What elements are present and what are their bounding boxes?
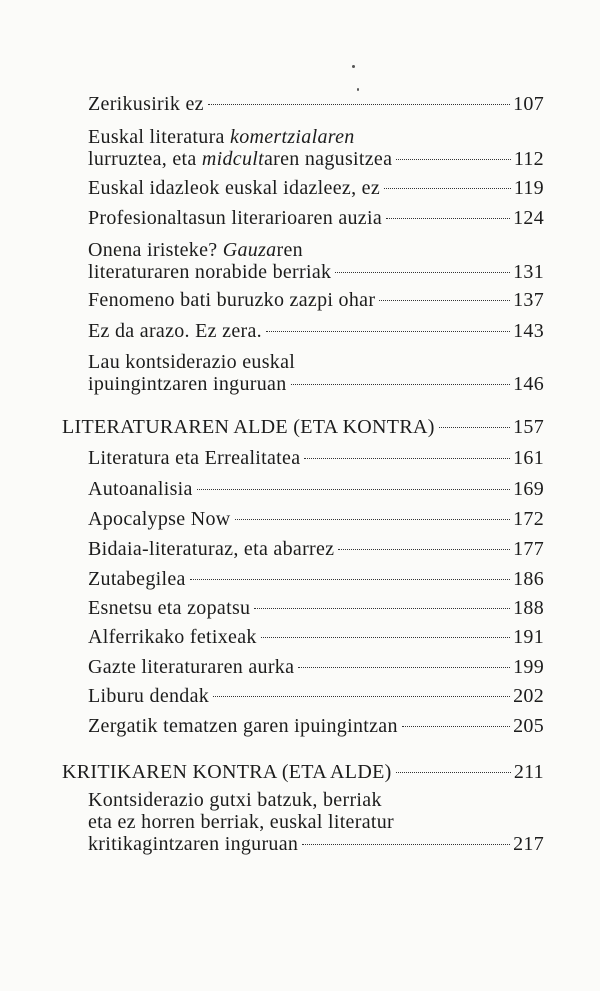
dot-leader: [208, 104, 510, 105]
page-number: 169: [513, 478, 544, 500]
toc-entry[interactable]: [88, 568, 544, 590]
page-number: 188: [513, 597, 544, 619]
entry-title: kritikagintzaren inguruan: [88, 833, 299, 855]
toc-entry-last-line: [88, 626, 544, 648]
title-part: Kontsiderazio gutxi batzuk, berriak: [88, 789, 382, 811]
toc-entry[interactable]: [88, 93, 544, 115]
italic-title-part: midcult: [201, 148, 264, 170]
toc-entry-last-line: [88, 508, 544, 530]
page-number: 119: [513, 177, 544, 199]
dot-leader: [298, 667, 510, 668]
toc-entry-last-line: [88, 261, 544, 283]
toc-entry[interactable]: [88, 177, 544, 199]
toc-entry[interactable]: [88, 447, 544, 469]
dot-leader: [335, 272, 510, 273]
toc-entry-last-line: [88, 447, 544, 469]
toc-section[interactable]: [62, 761, 544, 783]
dot-leader: [386, 218, 510, 219]
entry-title: Profesionaltasun literarioaren auzia: [88, 207, 383, 229]
toc-entry[interactable]: [88, 351, 544, 395]
entry-title: Esnetsu eta zopatsu: [88, 597, 251, 619]
title-part: lurruztea, eta: [88, 148, 202, 170]
dot-leader: [235, 519, 511, 520]
page-number: 146: [513, 373, 544, 395]
dot-leader: [261, 637, 510, 638]
toc-entry-line: [88, 351, 544, 373]
toc-entry-last-line: [88, 715, 544, 737]
toc-entry-line: [88, 126, 544, 148]
page-number: 205: [513, 715, 544, 737]
entry-title: Ez da arazo. Ez zera.: [88, 320, 262, 342]
toc-entry-last-line: [88, 177, 544, 199]
page-number: 202: [513, 685, 544, 707]
print-speck: [352, 65, 355, 68]
dot-leader: [291, 384, 511, 385]
page-number: 191: [513, 626, 544, 648]
toc-entry-line: [88, 811, 544, 833]
toc-entry-last-line: [88, 538, 544, 560]
toc-entry-last-line: [88, 93, 544, 115]
dot-leader: [304, 458, 510, 459]
entry-title: [88, 148, 392, 170]
italic-title-part: Gauza: [222, 239, 277, 261]
toc-entry[interactable]: [88, 320, 544, 342]
dot-leader: [197, 489, 510, 490]
toc-entry-last-line: [88, 568, 544, 590]
entry-title: Zerikusirik ez: [88, 93, 204, 115]
toc-entry[interactable]: [88, 538, 544, 560]
toc-entry[interactable]: [88, 289, 544, 311]
toc-entry[interactable]: [88, 789, 544, 855]
dot-leader: [266, 331, 510, 332]
entry-title: Euskal idazleok euskal idazleez, ez: [88, 177, 381, 199]
page-number: 186: [513, 568, 544, 590]
page-number: 137: [513, 289, 544, 311]
title-part: ren: [276, 239, 303, 261]
toc-entry-last-line: [88, 656, 544, 678]
toc-entry-last-line: [88, 207, 544, 229]
page-number: 124: [513, 207, 544, 229]
entry-title: Alferrikako fetixeak: [88, 626, 257, 648]
entry-title: Autoanalisia: [88, 478, 193, 500]
entry-title: ipuingintzaren inguruan: [88, 373, 287, 395]
toc-entry-last-line: [88, 597, 544, 619]
dot-leader: [338, 549, 510, 550]
toc-entry[interactable]: [88, 715, 544, 737]
entry-title: Apocalypse Now: [88, 508, 231, 530]
entry-title: Zutabegilea: [88, 568, 186, 590]
toc-entry-last-line: [88, 148, 544, 170]
dot-leader: [190, 579, 510, 580]
page-number: 172: [513, 508, 544, 530]
toc-entry[interactable]: [88, 207, 544, 229]
toc-entry[interactable]: [88, 508, 544, 530]
dot-leader: [439, 427, 510, 428]
dot-leader: [213, 696, 510, 697]
entry-title: literaturaren norabide berriak: [88, 261, 332, 283]
title-part: eta ez horren berriak, euskal literatur: [88, 811, 394, 833]
toc-entry-last-line: [88, 478, 544, 500]
entry-title: Fenomeno bati buruzko zazpi ohar: [88, 289, 376, 311]
toc-entry-last-line: [88, 685, 544, 707]
title-part: aren nagusitzea: [263, 148, 393, 170]
page-number: 107: [513, 93, 544, 115]
dot-leader: [396, 159, 511, 160]
page-number: 161: [513, 447, 544, 469]
entry-title: Zergatik tematzen garen ipuingintzan: [88, 715, 398, 737]
toc-entry[interactable]: [88, 239, 544, 283]
entry-title: Liburu dendak: [88, 685, 210, 707]
dot-leader: [396, 772, 511, 773]
entry-title: Gazte literaturaren aurka: [88, 656, 295, 678]
dot-leader: [402, 726, 510, 727]
section-title: LITERATURAREN ALDE (ETA KONTRA): [62, 416, 435, 438]
dot-leader: [379, 300, 510, 301]
toc-entry[interactable]: [88, 126, 544, 170]
page-number: 217: [513, 833, 544, 855]
italic-title-part: komertzialaren: [230, 126, 355, 148]
toc-entry[interactable]: [88, 597, 544, 619]
page-number: 211: [513, 761, 544, 783]
toc-entry-last-line: [88, 373, 544, 395]
title-part: Euskal literatura: [88, 126, 231, 148]
page-number: 157: [513, 416, 544, 438]
toc-entry-line: [88, 789, 544, 811]
toc-entry[interactable]: [88, 626, 544, 648]
dot-leader: [384, 188, 511, 189]
dot-leader: [302, 844, 510, 845]
section-title: KRITIKAREN KONTRA (ETA ALDE): [62, 761, 392, 783]
dot-leader: [254, 608, 510, 609]
entry-title: Literatura eta Errealitatea: [88, 447, 301, 469]
toc-entry-line: [88, 239, 544, 261]
toc-section[interactable]: [62, 416, 544, 438]
toc-entry-last-line: [62, 761, 544, 783]
toc-entry-last-line: [88, 289, 544, 311]
toc-entry-last-line: [62, 416, 544, 438]
print-speck: [357, 88, 359, 91]
entry-title: Bidaia-literaturaz, eta abarrez: [88, 538, 335, 560]
title-part: Onena iristeke?: [88, 239, 223, 261]
title-part: Lau kontsiderazio euskal: [88, 351, 296, 373]
page-number: 131: [513, 261, 544, 283]
page-number: 199: [513, 656, 544, 678]
page-number: 143: [513, 320, 544, 342]
toc-entry[interactable]: [88, 685, 544, 707]
toc-entry[interactable]: [88, 656, 544, 678]
toc-entry-last-line: [88, 320, 544, 342]
page-number: 177: [513, 538, 544, 560]
toc-entry-last-line: [88, 833, 544, 855]
page-number: 112: [513, 148, 544, 170]
toc-entry[interactable]: [88, 478, 544, 500]
